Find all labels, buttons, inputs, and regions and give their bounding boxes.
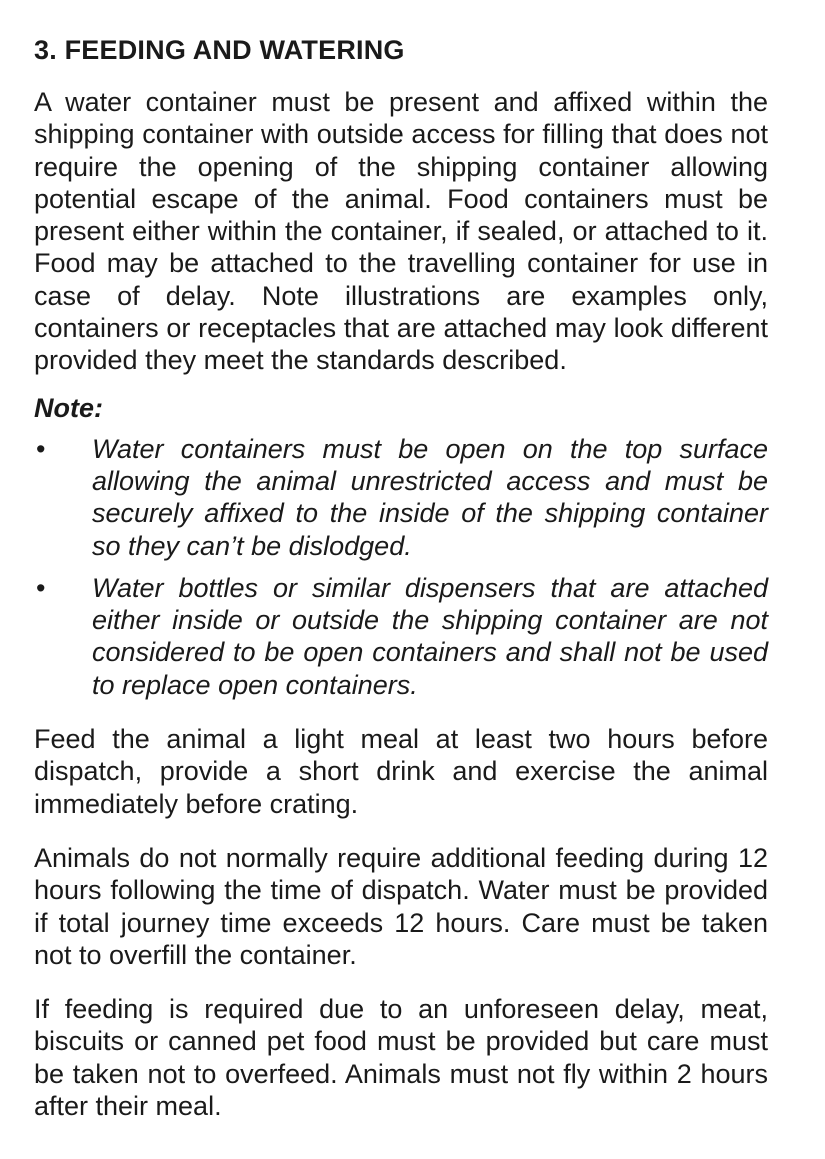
intro-paragraph: A water container must be present and affixed within the shipping container with outside access for filling that does not require the opening of the shipping container allowing potential escape of the animal. Food containers must be present either within the container, if sealed, or attached to it. Food may be attached to the travelling container for use in case of delay. Note illustrations are examples only, containers or receptacles that are attached may look different provided they meet the standards described. xyxy=(34,87,768,376)
bullet-icon: • xyxy=(36,433,46,464)
note-item xyxy=(34,433,768,562)
feeding-paragraph: Feed the animal a light meal at least two hours before dispatch, provide a short drink and exercise the animal immediately before crating. xyxy=(34,724,768,819)
note-label: Note: xyxy=(34,392,103,423)
note-item xyxy=(34,572,768,701)
document-page xyxy=(34,30,768,1122)
additional-feeding-paragraph: Animals do not normally require additional feeding during 12 hours following the time of dispatch. Water must be provided if total journey time exceeds 12 hours. Care must be taken not to overfill the container. xyxy=(34,842,768,970)
note-text: Water containers must be open on the top surface allowing the animal unrestricted access and must be securely affixed to the inside of the shipping container so they can’t be dislodged. xyxy=(92,433,768,561)
delay-feeding-paragraph: If feeding is required due to an unforeseen delay, meat, biscuits or canned pet food must be provided but care must be taken not to overfeed. Animals must not fly within 2 hours after their meal. xyxy=(34,994,768,1122)
section-heading: 3. FEEDING AND WATERING xyxy=(34,35,405,65)
note-list xyxy=(34,433,768,701)
bullet-icon: • xyxy=(36,572,46,603)
note-text: Water bottles or similar dispensers that are attached either inside or outside the shipping container are not considered to be open containers and shall not be used to replace open containers. xyxy=(92,572,768,700)
